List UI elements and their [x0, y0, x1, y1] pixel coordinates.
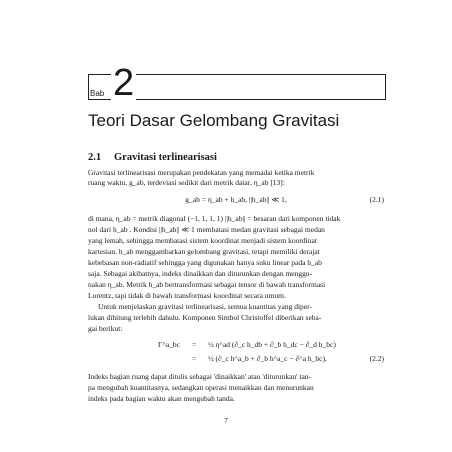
text-line: nakan η_ab. Metrik h_ab bertransformasi sebagai tensor di bawah transformasi [88, 280, 326, 289]
equation-rhs: ½ η^ad (∂_c h_db + ∂_b h_dc − ∂_d h_bc) [208, 340, 336, 349]
text-line: Lorentz, tapi tidak di bawah transformasi koordinat secara umum. [88, 291, 286, 300]
text-line: nol dari h_ab . Kondisi ||h_ab|| ≪ 1 membatasi medan gravitasi sebagai medan [88, 225, 325, 234]
text-line: indeks pada bagian waktu akan mengubah tanda. [88, 394, 235, 403]
text-line: kebebasan non-radiatif sehingga yang digunakan hanya suku linear pada h_ab [88, 258, 322, 267]
text-line: ruang waktu, g_ab, terdeviasi sedikit dari metrik datar, η_ab [13]: [88, 178, 285, 187]
section-heading [88, 151, 217, 164]
text-line: yang lemah, sehingga membatasi sistem koordinat menjadi sistem koordinat [88, 236, 317, 245]
equation-lhs: Γ^a_bc [158, 340, 181, 349]
equation-tag: (2.2) [369, 354, 384, 363]
text-line: pa mengubah kuantitasnya, sedangkan operasi menaikkan dan menurunkan [88, 383, 314, 392]
equation-expression: g_ab = η_ab + h_ab, ||h_ab|| ≪ 1, [185, 195, 287, 204]
section-number: 2.1 [88, 152, 102, 163]
equation-rhs: ½ (∂_c h^a_b + ∂_b h^a_c − ∂^a h_bc), [208, 354, 327, 363]
equation-relation: = [192, 340, 197, 349]
equation-relation: = [192, 354, 197, 363]
text-line: di mana, η_ab = metrik diagonal (−1, 1, 1, 1) ||h_ab|| = besaran dari komponen tidak [88, 214, 341, 223]
equation-tag: (2.1) [369, 195, 384, 204]
section-title: Gravitasi terlinearisasi [114, 152, 217, 163]
chapter-prefix: Bab [90, 89, 105, 98]
text-line: saja. Sebagai akibatnya, indeks dinaikkan dan diturunkan dengan menggu- [88, 269, 313, 278]
text-line: Untuk menjelaskan gravitasi terlinearisasi, semua kuantitas yang diper- [98, 302, 312, 311]
equation-2-2 [88, 340, 384, 366]
page-number: 7 [224, 416, 228, 425]
text-line: kartesian. h_ab menggambarkan gelombang gravitasi, tetapi memiliki derajat [88, 247, 320, 256]
chapter-number: 2 [113, 62, 135, 104]
text-line: Indeks bagian ruang dapat ditulis sebagai 'dinaikkan' atau 'diturunkan' tan- [88, 372, 312, 381]
text-line: lukan dihitung terlebih dahulu. Komponen Simbol Christoffel diberikan seba- [88, 313, 322, 322]
chapter-title: Teori Dasar Gelombang Gravitasi [88, 111, 340, 130]
text-line: gai berikut: [88, 324, 123, 333]
text-line: Gravitasi terlinearisasi merupakan pendekatan yang memadai ketika metrik [88, 168, 315, 177]
